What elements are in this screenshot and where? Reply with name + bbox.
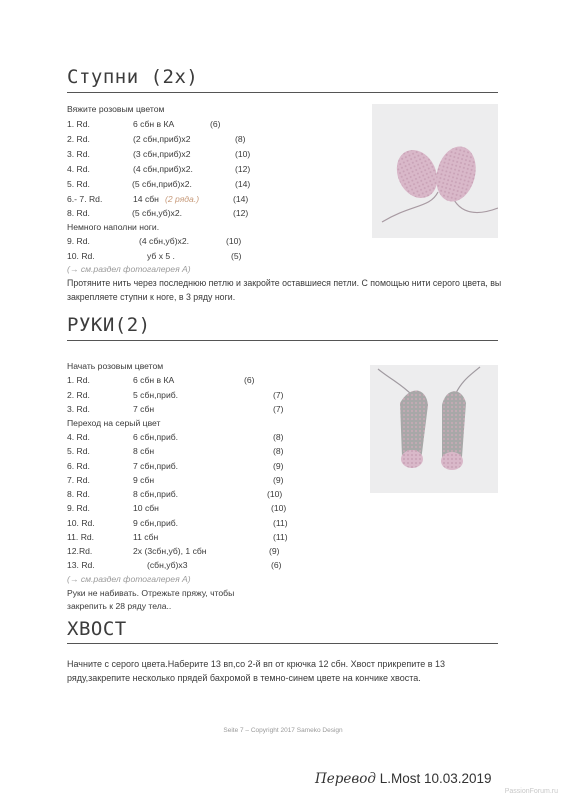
row-desc: 9 сбн,приб. xyxy=(133,518,179,528)
row-label: 2. Rd. xyxy=(67,390,90,400)
feet-gallery-ref: (→ см.раздел фотогалерея A) xyxy=(67,264,191,274)
row-count: (6) xyxy=(271,560,282,570)
divider xyxy=(67,340,498,341)
row-desc: (4 сбн,приб)x2. xyxy=(133,164,193,174)
row-count: (10) xyxy=(271,503,287,513)
row-desc: 7 сбн xyxy=(133,404,155,414)
row-label: 10. Rd. xyxy=(67,518,95,528)
row-count: (11) xyxy=(273,532,288,542)
feet-finish-text: Протяните нить через последнюю петлю и закройте оставшиеся петли. С помощью нити серого цвета, вы закрепляете ступни к ноге, в 3 ряду ноги. xyxy=(67,278,502,302)
translator-credit xyxy=(315,771,492,787)
feet-stuff-note: Немного наполни ноги. xyxy=(67,222,160,232)
row-label: 8. Rd. xyxy=(67,489,90,499)
row-label: 3. Rd. xyxy=(67,149,90,159)
row-desc: (5 сбн,уб)x2. xyxy=(132,208,183,218)
row-label: 6. Rd. xyxy=(67,461,90,471)
translator-name-date: L.Most 10.03.2019 xyxy=(379,771,492,786)
row-desc: (4 сбн,уб)x2. xyxy=(139,236,190,246)
row-count: (8) xyxy=(273,446,284,456)
crocheted-feet-image xyxy=(372,104,498,238)
section-title-tail: ХВОСТ xyxy=(67,618,127,640)
row-desc: 2x (3сбн,уб), 1 сбн xyxy=(133,546,207,556)
row-label: 4. Rd. xyxy=(67,432,90,442)
row-label: 8. Rd. xyxy=(67,208,90,218)
row-count: (12) xyxy=(235,164,251,174)
row-label: 13. Rd. xyxy=(67,560,95,570)
row-label: 2. Rd. xyxy=(67,134,90,144)
crocheted-arms-image xyxy=(370,365,498,493)
translator-label: Перевод xyxy=(315,771,376,787)
row-desc: 6 сбн в КА xyxy=(133,119,175,129)
row-label: 12.Rd. xyxy=(67,546,93,556)
row-count: (10) xyxy=(267,489,283,499)
row-desc: (5 сбн,приб)x2. xyxy=(132,179,192,189)
arms-finish-2: закрепить к 28 ряду тела.. xyxy=(67,601,172,611)
page-footer: Seite 7 – Copyright 2017 Sameko Design xyxy=(223,727,343,734)
row-desc: 14 сбн xyxy=(133,194,159,204)
row-count: (12) xyxy=(233,208,249,218)
row-label: 5. Rd. xyxy=(67,446,90,456)
row-count: (7) xyxy=(273,390,284,400)
feet-photo xyxy=(372,104,498,238)
row-label: 4. Rd. xyxy=(67,164,90,174)
row-count: (10) xyxy=(226,236,242,246)
row-desc: 7 сбн,приб. xyxy=(133,461,179,471)
row-note: (2 ряда.) xyxy=(165,194,200,204)
row-desc: 10 сбн xyxy=(133,503,159,513)
row-label: 10. Rd. xyxy=(67,251,95,261)
row-desc: 8 сбн xyxy=(133,446,155,456)
arms-intro: Начать розовым цветом xyxy=(67,361,164,371)
row-label: 3. Rd. xyxy=(67,404,90,414)
section-title-feet: Ступни (2х) xyxy=(67,66,199,88)
row-count: (6) xyxy=(244,375,255,385)
divider xyxy=(67,643,498,644)
row-count: (14) xyxy=(235,179,251,189)
row-desc: 8 сбн,приб. xyxy=(133,489,179,499)
arms-gallery-ref: (→ см.раздел фотогалерея A) xyxy=(67,574,191,584)
arms-finish-1: Руки не набивать. Отрежьте пряжу, чтобы xyxy=(67,588,235,598)
row-label: 11. Rd. xyxy=(67,532,95,542)
row-count: (6) xyxy=(210,119,221,129)
row-count: (14) xyxy=(233,194,249,204)
row-desc: 9 сбн xyxy=(133,475,155,485)
row-count: (11) xyxy=(273,518,288,528)
row-desc: 11 сбн xyxy=(133,532,159,542)
row-desc: 6 сбн,приб. xyxy=(133,432,179,442)
row-count: (8) xyxy=(235,134,246,144)
row-label: 1. Rd. xyxy=(67,375,90,385)
section-title-arms: РУКИ(2) xyxy=(67,314,151,336)
row-label: 1. Rd. xyxy=(67,119,90,129)
arms-photo xyxy=(370,365,498,493)
feet-intro: Вяжите розовым цветом xyxy=(67,104,165,114)
row-desc: 5 сбн,приб. xyxy=(133,390,179,400)
row-count: (9) xyxy=(269,546,280,556)
row-desc: (3 сбн,приб)x2 xyxy=(133,149,191,159)
row-label: 9. Rd. xyxy=(67,503,90,513)
tail-text: Начните с серого цвета.Наберите 13 вп,со 2-й вп от крючка 12 сбн. Хвост прикрепите в 13 ряду,закрепите несколько прядей бахромой в темно-синем цвете на кончике хвоста. xyxy=(67,659,446,683)
row-count: (9) xyxy=(273,475,284,485)
row-count: (10) xyxy=(235,149,251,159)
row-label: 5. Rd. xyxy=(67,179,90,189)
row-desc: уб x 5 . xyxy=(147,251,175,261)
row-desc: (сбн,уб)x3 xyxy=(147,560,188,570)
row-label: 9. Rd. xyxy=(67,236,90,246)
divider xyxy=(67,92,498,93)
row-count: (8) xyxy=(273,432,284,442)
row-desc: 6 сбн в КА xyxy=(133,375,175,385)
row-desc: (2 сбн,приб)x2 xyxy=(133,134,191,144)
row-label: 7. Rd. xyxy=(67,475,90,485)
row-label: 6.- 7. Rd. xyxy=(67,194,103,204)
row-count: (9) xyxy=(273,461,284,471)
watermark: PassionForum.ru xyxy=(504,788,558,795)
row-count: (5) xyxy=(231,251,242,261)
row-count: (7) xyxy=(273,404,284,414)
arms-color-switch: Переход на серый цвет xyxy=(67,418,161,428)
